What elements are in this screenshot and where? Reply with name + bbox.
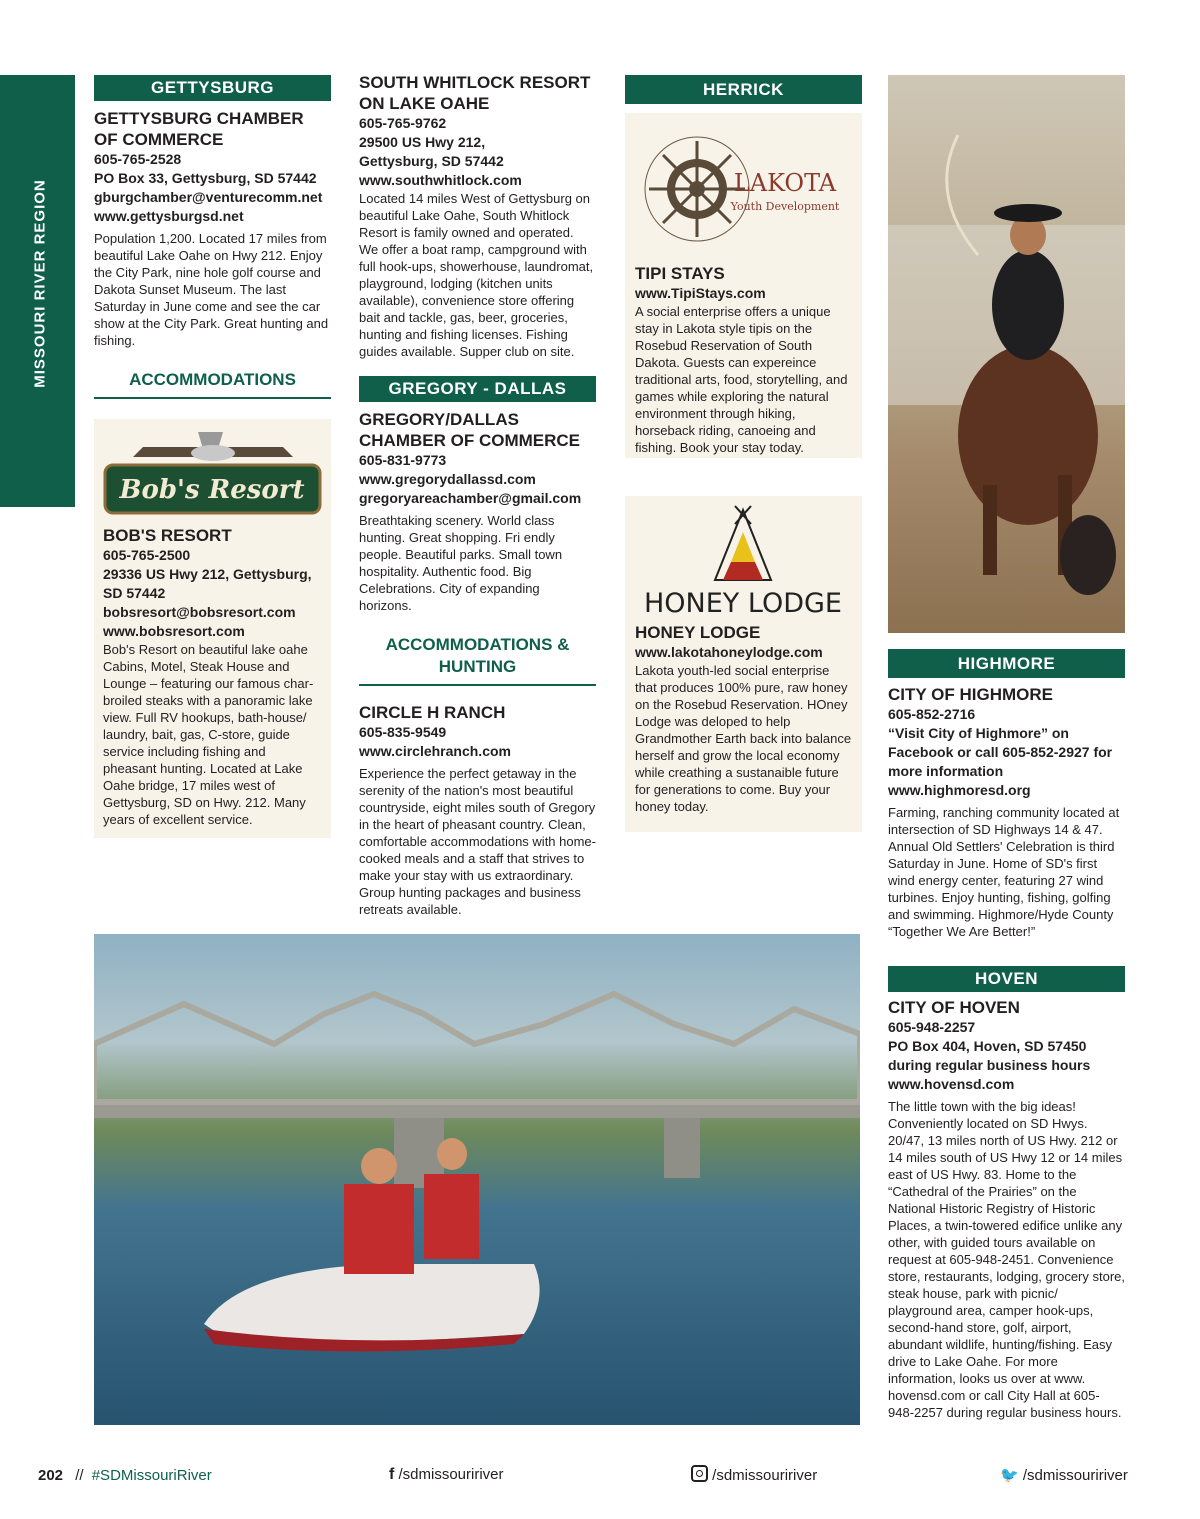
hours: during regular business hours xyxy=(888,1057,1091,1073)
listing-name: CIRCLE H RANCH xyxy=(359,703,506,722)
section-header-gettysburg: GETTYSBURG xyxy=(94,75,331,101)
bobs-resort-logo-icon xyxy=(103,427,322,515)
listing-description: Farming, ranching community located at intersection of SD Highways 14 & 47. Annual Old Settlers' Celebration is third Saturday in June. Home of SD's first wind energy center, featuring 27 wind turbines. Enjoy hunting, fishing, golfing and swimming. Highmore/Hyde County “Together We Are Better!” xyxy=(888,805,1120,939)
phone: 605-765-9762 xyxy=(359,115,447,131)
column-whitlock-gregory xyxy=(359,72,596,918)
twitter-icon: 🐦 xyxy=(1000,1467,1019,1484)
column-herrick xyxy=(625,75,862,832)
website-link[interactable]: www.gregorydallassd.com xyxy=(359,471,536,487)
listing-name: CITY OF HOVEN xyxy=(888,998,1020,1017)
listing-name: SOUTH WHITLOCK RESORT ON LAKE OAHE xyxy=(359,73,591,113)
listing-name: CITY OF HIGHMORE xyxy=(888,685,1053,704)
listing-description: Population 1,200. Located 17 miles from beautiful Lake Oahe on Hwy 212. Enjoy the City Park, nine hole golf course and Dakota Sunset Museum. The last Saturday in June come and see the car show at the City Park. Great hunting and fishing. xyxy=(94,231,329,348)
listing-description: A social enterprise offers a unique stay in Lakota style tipis on the Rosebud Reservation of South Dakota. Guests can expereince traditional arts, food, storytelling, and games while exploring the natural environment through hiking, horseback riding, canoeing and fishing. Book your stay today. xyxy=(635,304,848,455)
footer-left xyxy=(38,1467,212,1484)
listing-name: HONEY LODGE xyxy=(635,623,761,642)
listing-description: Experience the perfect getaway in the serenity of the nation's most beautiful countryside, eight miles south of Gregory in the heart of pheasant country. Clean, comfortable accommodations with home-cooked meals and a staff that strives to make your stay with us extraordinary. Group hunting packages and business retreats available. xyxy=(359,766,596,917)
footer-twitter[interactable] xyxy=(1000,1466,1128,1484)
website-link[interactable]: www.circlehranch.com xyxy=(359,743,511,759)
address: PO Box 33, Gettysburg, SD 57442 xyxy=(94,170,317,186)
phone: 605-852-2716 xyxy=(888,706,976,722)
instagram-icon xyxy=(691,1465,708,1482)
bridge-and-boat-image xyxy=(94,934,860,1425)
facebook-icon: f xyxy=(389,1466,395,1483)
address: 29336 US Hwy 212, Gettysburg, SD 57442 xyxy=(103,566,312,601)
section-header-highmore: HIGHMORE xyxy=(888,649,1125,678)
lake-fishing-photo xyxy=(94,934,860,1425)
phone: 605-765-2500 xyxy=(103,547,191,563)
page-number: 202 xyxy=(38,1467,64,1484)
section-header-accommodations: ACCOMMODATIONS xyxy=(94,369,331,399)
listing-name: GETTYSBURG CHAMBER OF COMMERCE xyxy=(94,109,304,149)
note: “Visit City of Highmore” on Facebook or call 605-852-2927 for more information xyxy=(888,725,1113,779)
separator: // xyxy=(75,1467,84,1484)
phone: 605-831-9773 xyxy=(359,452,447,468)
instagram-handle[interactable]: /sdmissouririver xyxy=(712,1467,818,1484)
footer-instagram[interactable] xyxy=(691,1465,817,1484)
website-link[interactable]: www.TipiStays.com xyxy=(635,285,766,301)
section-header-hoven: HOVEN xyxy=(888,966,1125,992)
phone: 605-835-9549 xyxy=(359,724,447,740)
honey-lodge-logo-text: HONEY LODGE xyxy=(644,588,842,619)
twitter-handle[interactable]: /sdmissouririver xyxy=(1022,1467,1128,1484)
region-side-tab xyxy=(0,75,75,507)
listing-card-honey-lodge xyxy=(625,496,862,832)
email-link[interactable]: gregoryareachamber@gmail.com xyxy=(359,490,582,506)
section-header-accommodations-hunting: ACCOMMODATIONS & HUNTING xyxy=(359,634,596,686)
listing-name: GREGORY/DALLAS CHAMBER OF COMMERCE xyxy=(359,410,580,450)
region-label: MISSOURI RIVER REGION xyxy=(31,179,49,388)
column-gettysburg xyxy=(94,75,331,838)
section-header-gregory-dallas: GREGORY - DALLAS xyxy=(359,376,596,402)
rodeo-photo xyxy=(888,75,1125,633)
footer-facebook[interactable] xyxy=(389,1466,504,1484)
listing-description: The little town with the big ideas! Conveniently located on SD Hwys. 20/47, 13 miles north of US Hwy. 212 or 14 miles south of US Hwy 12 or 14 miles east of US Hwy. 83. Home to the “Cathedral of the Prairies” on the National Historic Registry of Historic Places, a twin-towered edifice unlike any other, with guided tours available on request at 605-948-2451. Convenience store, restaurants, lodging, grocery store, steak house, park with picnic/ playground area, camper hook-ups, second-hand store, golf, airport, abundant wildlife, hunting/fishing. Easy drive to Lake Oahe. For more information, looks us over at www. hovensd.com or call City Hall at 605-948-2257 during regular business hours. xyxy=(888,1099,1126,1420)
section-header-herrick: HERRICK xyxy=(625,75,862,104)
listing-name: BOB'S RESORT xyxy=(103,526,232,545)
listing-description: Lakota youth-led social enterprise that produces 100% pure, raw honey on the Rosebud Reservation. HOney Lodge was deloped to help Grandmother Earth back into balance herself and grow the local economy while creathing a sustanaible future for generations to come. Buy your honey today. xyxy=(635,663,852,814)
address: PO Box 404, Hoven, SD 57450 xyxy=(888,1038,1087,1054)
website-link[interactable]: www.highmoresd.org xyxy=(888,782,1031,798)
website-link[interactable]: www.hovensd.com xyxy=(888,1076,1015,1092)
lakota-logo xyxy=(635,119,852,259)
logo-text: Bob's Resort xyxy=(119,475,305,505)
listing-description: Located 14 miles West of Gettysburg on beautiful Lake Oahe, South Whitlock Resort is family owned and operated. We offer a boat ramp, campground with full hook-ups, showerhouse, laundromat, playground, lodging (kitchen units available), convenience store offering bait and tackle, gas, beer, groceries, hunting and fishing licenses. Fishing guides available. Supper club on site. xyxy=(359,191,594,359)
website-link[interactable]: www.bobsresort.com xyxy=(103,623,245,639)
email-link[interactable]: gburgchamber@venturecomm.net xyxy=(94,189,323,205)
calf-roper-image xyxy=(888,75,1125,633)
listing-description: Bob's Resort on beautiful lake oahe Cabins, Motel, Steak House and Lounge – featuring our famous char-broiled steaks with a panoramic lake view. Full RV hookups, bath-house/ laundry, bait, gas, C-store, guide service including fishing and pheasant hunting. Located at Lake Oahe bridge, 17 miles west of Gettysburg, SD on Hwy. 212. Many years of excellent service. xyxy=(103,642,314,827)
phone: 605-948-2257 xyxy=(888,1019,976,1035)
listing-description: Breathtaking scenery. World class hunting. Great shopping. Fri endly people. Beautiful parks. Small town hospitality. Authentic food. Big Celebrations. City of expanding horizons. xyxy=(359,513,563,613)
listing-card-bobs-resort xyxy=(94,419,331,838)
email-link[interactable]: bobsresort@bobsresort.com xyxy=(103,604,296,620)
listing-card-tipi-stays xyxy=(625,113,862,458)
lakota-subtitle: Youth Development xyxy=(730,200,840,213)
listing-name: TIPI STAYS xyxy=(635,264,725,283)
website-link[interactable]: www.lakotahoneylodge.com xyxy=(635,644,823,660)
lakota-title: LAKOTA xyxy=(733,169,837,197)
address-line-2: Gettysburg, SD 57442 xyxy=(359,153,504,169)
honey-lodge-logo xyxy=(635,502,852,622)
address-line-1: 29500 US Hwy 212, xyxy=(359,134,486,150)
phone: 605-765-2528 xyxy=(94,151,182,167)
tipi-icon xyxy=(635,502,852,622)
hashtag[interactable]: #SDMissouriRiver xyxy=(91,1467,212,1484)
website-link[interactable]: www.gettysburgsd.net xyxy=(94,208,244,224)
lakota-medallion-icon xyxy=(635,119,852,259)
facebook-handle[interactable]: /sdmissouririver xyxy=(398,1466,504,1483)
website-link[interactable]: www.southwhitlock.com xyxy=(359,172,522,188)
bobs-resort-logo xyxy=(103,427,322,515)
column-highmore-hoven xyxy=(888,649,1125,1421)
